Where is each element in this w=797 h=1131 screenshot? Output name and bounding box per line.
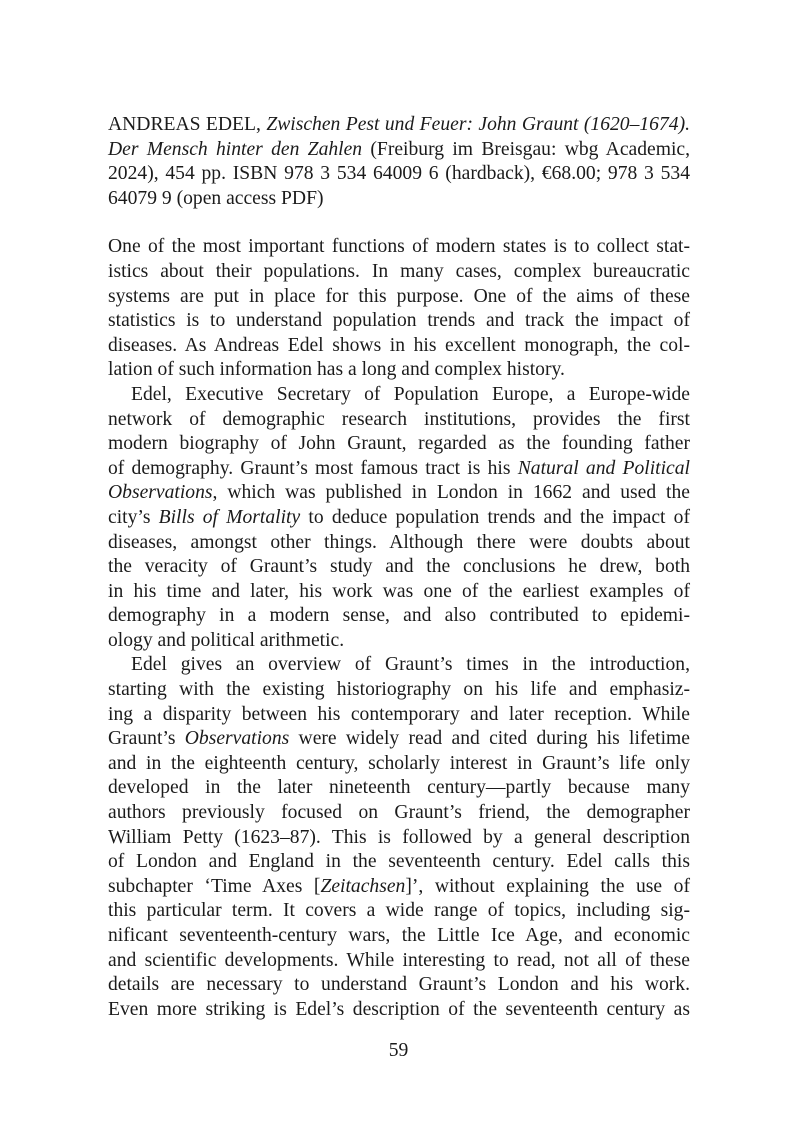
bib-title-part-2: Der Mensch hinter den Zahlen — [108, 138, 363, 160]
p3-line-9: of London and England in the seventeenth century. Edel calls this — [108, 851, 690, 873]
italic-zeitachsen: Zeitachsen — [320, 875, 406, 897]
p3-line-2: starting with the existing historiography on his life and emphasiz- — [108, 679, 690, 701]
bib-publisher: (Freiburg im Breisgau: wbg Academic, — [362, 138, 690, 160]
section-gap — [108, 211, 690, 235]
p2-line-5 — [108, 481, 690, 506]
italic-bills-of-mortality: Bills of Mortality — [158, 506, 301, 528]
p3-line-7: authors previously focused on Graunt’s friend, the demographer — [108, 802, 690, 824]
p3-line-6: developed in the later nineteenth century—partly because many — [108, 777, 690, 799]
p3-line-10-text-a: subchapter ‘Time Axes [ — [108, 875, 321, 897]
italic-observations-2: Observations — [184, 728, 290, 750]
p2-line-6 — [108, 506, 690, 531]
italic-natural-and-political: Natural and Political — [517, 457, 690, 479]
p2-line-7: diseases, amongst other things. Although there were doubts about — [108, 531, 690, 553]
p3-line-10 — [108, 875, 690, 900]
review-page — [108, 113, 690, 1022]
p2-line-4 — [108, 457, 690, 482]
p2-line-10: demography in a modern sense, and also contributed to epidemi- — [108, 605, 690, 627]
bib-line-3: 2024), 454 pp. ISBN 978 3 534 64009 6 (hardback), €68.00; 978 3 534 — [108, 163, 690, 185]
p2-line-5-text: , which was published in London in 1662 and used the — [212, 482, 690, 504]
p2-line-1: Edel, Executive Secretary of Population Europe, a Europe-wide — [131, 383, 690, 405]
p1-line-1: One of the most important functions of modern states is to collect stat- — [108, 236, 690, 258]
p2-line-6-text-b: to deduce population trends and the impact of — [300, 506, 690, 528]
paragraph-3 — [108, 653, 690, 1022]
bib-author: ANDREAS EDEL — [108, 114, 256, 135]
p2-line-8: the veracity of Graunt’s study and the conclusions he drew, both — [108, 556, 690, 578]
p1-line-5: diseases. As Andreas Edel shows in his excellent monograph, the col- — [108, 334, 690, 356]
p3-line-11: this particular term. It covers a wide range of topics, including sig- — [108, 900, 690, 922]
p3-line-10-text-b: ]’, without explaining the use of — [405, 875, 690, 897]
p2-line-4-text: of demography. Graunt’s most famous tract is his — [108, 457, 518, 479]
paragraph-1 — [108, 235, 690, 383]
p3-line-3: ing a disparity between his contemporary and later reception. While — [108, 703, 690, 725]
bibliographic-entry — [108, 113, 690, 211]
p1-line-2: istics about their populations. In many cases, complex bureaucratic — [108, 260, 690, 282]
p3-line-15: Even more striking is Edel’s description of the seventeenth century as — [108, 998, 690, 1020]
p3-line-4-text-a: Graunt’s — [108, 728, 185, 750]
p3-line-4-text-b: were widely read and cited during his lifetime — [289, 728, 690, 750]
p1-line-6: lation of such information has a long and complex history. — [108, 359, 565, 381]
paragraph-2 — [108, 383, 690, 654]
p2-line-9: in his time and later, his work was one of the earliest examples of — [108, 580, 690, 602]
p2-line-3: modern biography of John Graunt, regarded as the founding father — [108, 433, 690, 455]
p3-line-14: details are necessary to understand Graunt’s London and his work. — [108, 974, 690, 996]
bib-line-4: 64079 9 (open access PDF) — [108, 187, 324, 209]
bib-title-part-1: Zwischen Pest und Feuer: John Graunt (1620–1674). — [266, 114, 690, 135]
p2-line-2: network of demographic research institutions, provides the first — [108, 408, 690, 430]
italic-observations: Observations — [108, 482, 213, 504]
p2-line-11: ology and political arithmetic. — [108, 629, 345, 651]
page-number: 59 — [388, 1040, 409, 1061]
p3-line-12: nificant seventeenth-century wars, the Little Ice Age, and economic — [108, 925, 690, 946]
p3-line-5: and in the eighteenth century, scholarly interest in Graunt’s life only — [108, 752, 690, 774]
bib-line-2 — [108, 138, 690, 163]
bib-line-1: ANDREAS EDEL, Zwischen Pest und Feuer: John Graunt (1620–1674). — [108, 114, 690, 135]
p1-line-3: systems are put in place for this purpose. One of the aims of these — [108, 285, 690, 307]
p2-line-6-text-a: city’s — [108, 506, 159, 528]
p3-line-8: William Petty (1623–87). This is followed by a general description — [108, 826, 690, 848]
p3-line-4 — [108, 727, 690, 752]
p3-line-1: Edel gives an overview of Graunt’s times in the introduction, — [131, 654, 690, 676]
p3-line-13: and scientific developments. While interesting to read, not all of these — [108, 949, 690, 971]
p1-line-4: statistics is to understand population trends and track the impact of — [108, 310, 690, 332]
